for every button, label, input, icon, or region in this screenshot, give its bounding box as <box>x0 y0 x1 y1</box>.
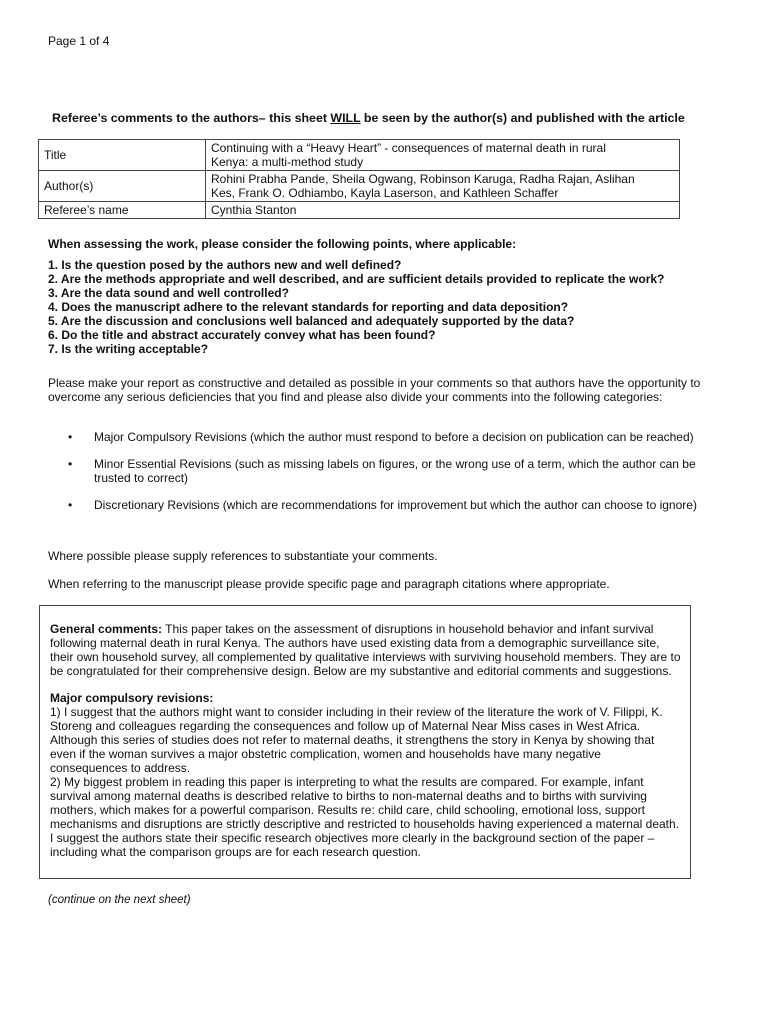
title-line: Continuing with a “Heavy Heart” - consequences of maternal death in rural <box>211 141 606 155</box>
assessment-point: 5. Are the discussion and conclusions well balanced and adequately supported by the data? <box>48 314 575 328</box>
category-text: Discretionary Revisions (which are recommendations for improvement but which the author can choose to ignore) <box>94 498 697 512</box>
authors-line: Rohini Prabha Pande, Sheila Ogwang, Robinson Karuga, Radha Rajan, Aslihan <box>211 172 635 186</box>
authors-value <box>206 171 680 202</box>
revision-categories <box>68 430 708 525</box>
general-comments-text: This paper takes on the assessment of disruptions in household behavior and infant survival following maternal death in rural Kenya. The authors have used existing data from a demographic surveillance site, their own household survey, all complemented by qualitative interviews with surviving household members. They are to be congratulated for their comprehensive design. Below are my substantive and editorial comments and suggestions. <box>50 622 681 678</box>
bullet-icon: • <box>68 457 73 471</box>
assessment-point: 3. Are the data sound and well controlled? <box>48 286 289 300</box>
references-note: Where possible please supply references to substantiate your comments. <box>48 549 438 563</box>
page-number: Page 1 of 4 <box>48 34 110 48</box>
title-line: Kenya: a multi-method study <box>211 155 364 169</box>
major-revision-1: 1) I suggest that the authors might want to consider including in their review of the literature the work of V. Filippi, K. Storeng and colleagues regarding the consequences and follow up of Maternal Near Miss cases in West Africa. Although this series of studies does not refer to maternal deaths, it strengthens the story in Kenya by showing that even if the woman survives a major obstetric complication, women and households have many negative consequences to address. <box>50 705 663 775</box>
general-comments-label: General comments: <box>50 622 163 636</box>
assessment-intro: When assessing the work, please consider the following points, where applicable: <box>48 237 517 251</box>
list-item <box>68 457 708 485</box>
title-value <box>206 140 680 171</box>
assessment-point: 4. Does the manuscript adhere to the relevant standards for reporting and data deposition? <box>48 300 569 314</box>
general-comments <box>50 622 681 678</box>
continue-note: (continue on the next sheet) <box>48 894 191 906</box>
assessment-point: 6. Do the title and abstract accurately convey what has been found? <box>48 328 436 342</box>
bullet-icon: • <box>68 430 73 444</box>
assessment-point: 7. Is the writing acceptable? <box>48 342 209 356</box>
table-row-title <box>39 140 680 171</box>
instructions-paragraph: Please make your report as constructive and detailed as possible in your comments so that authors have the opportunity to overcome any serious deficiencies that you find and please also divide your comments into the following categories: <box>48 376 701 404</box>
title-label: Title <box>39 140 206 171</box>
assessment-point: 1. Is the question posed by the authors new and well defined? <box>48 258 402 272</box>
authors-line: Kes, Frank O. Odhiambo, Kayla Laserson, and Kathleen Schaffer <box>211 186 559 200</box>
assessment-point: 2. Are the methods appropriate and well described, and are sufficient details provided to replicate the work? <box>48 272 665 286</box>
category-text: Minor Essential Revisions (such as missing labels on figures, or the wrong use of a term, which the author can be trusted to correct) <box>94 457 696 485</box>
heading-post: be seen by the author(s) and published with the article <box>360 111 685 125</box>
form-heading <box>52 111 685 125</box>
authors-label: Author(s) <box>39 171 206 202</box>
table-row-authors <box>39 171 680 202</box>
citations-note: When referring to the manuscript please provide specific page and paragraph citations where appropriate. <box>48 577 610 591</box>
referee-value <box>206 202 680 219</box>
assessment-points <box>48 237 728 356</box>
major-revisions-label: Major compulsory revisions: <box>50 691 214 705</box>
heading-pre: Referee’s comments to the authors– this sheet <box>52 111 331 125</box>
major-revision-2: 2) My biggest problem in reading this paper is interpreting to what the results are compared. For example, infant survival among maternal deaths is described relative to births to non-maternal deaths and to births with surviving mothers, which makes for a powerful comparison. Results re: child care, child schooling, emotional loss, support mechanisms and disruptions are strictly descriptive and restricted to households having experienced a maternal death. I suggest the authors state their specific research objectives more clearly in the background section of the paper – including what the comparison groups are for each research question. <box>50 775 680 859</box>
comments-box <box>39 605 691 879</box>
table-row-referee <box>39 202 680 219</box>
referee-line: Cynthia Stanton <box>211 203 297 217</box>
bullet-icon: • <box>68 498 73 512</box>
heading-underlined: WILL <box>330 111 361 125</box>
referee-label: Referee’s name <box>39 202 206 219</box>
list-item <box>68 430 708 444</box>
list-item <box>68 498 708 512</box>
manuscript-info-table <box>38 139 680 219</box>
category-text: Major Compulsory Revisions (which the author must respond to before a decision on publication can be reached) <box>94 430 694 444</box>
